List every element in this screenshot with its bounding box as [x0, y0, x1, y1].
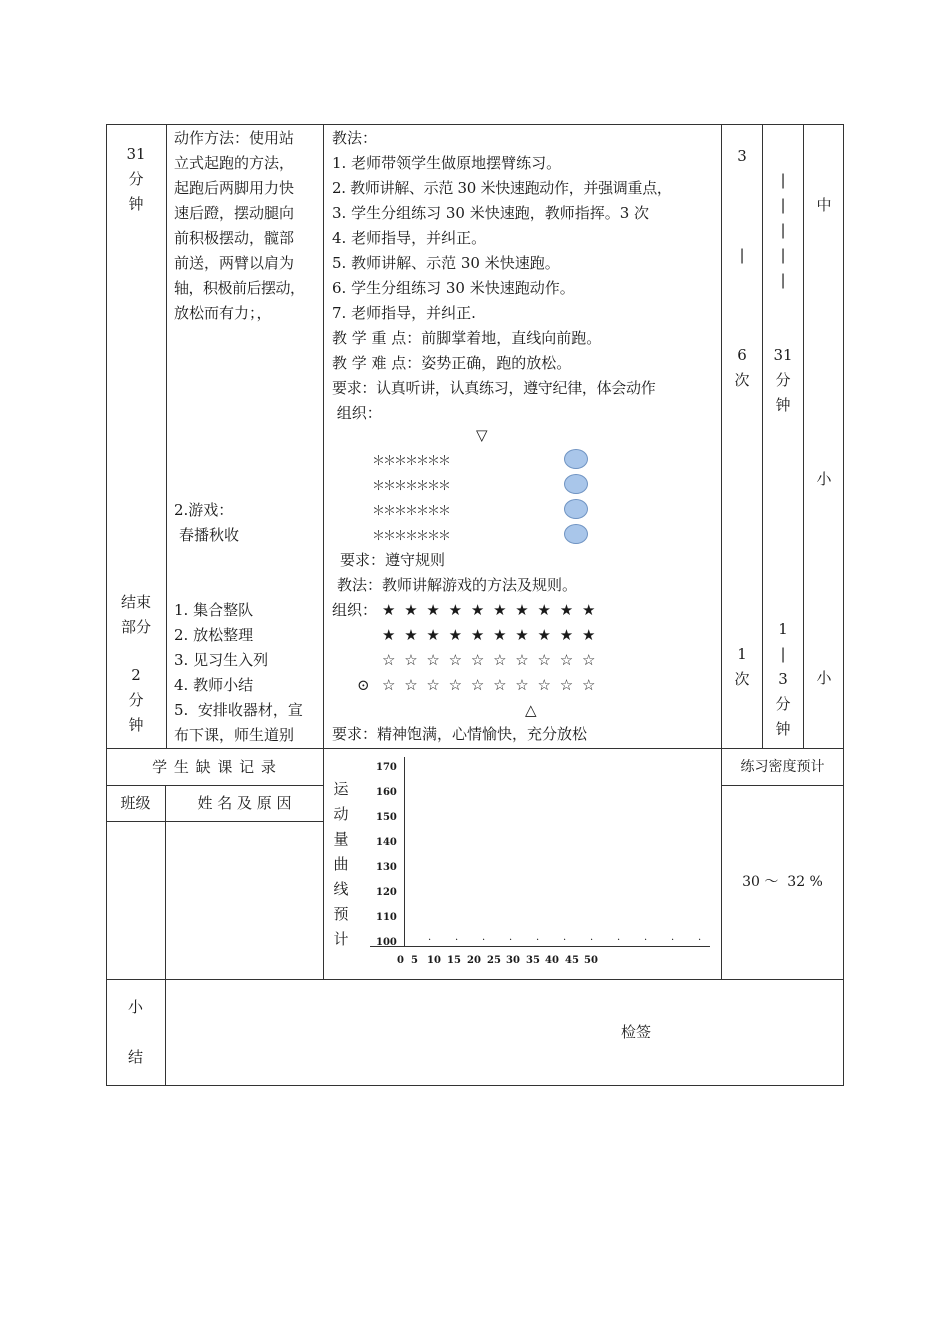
- teacher-mark: ▽: [476, 426, 488, 444]
- end-intensity: 小: [816, 669, 832, 687]
- bar-glyph: |: [780, 221, 786, 239]
- table-row-divider: [106, 748, 844, 749]
- y-tick-label: 110: [376, 912, 397, 923]
- content-line: 轴，积极前后摆动，: [174, 279, 305, 297]
- method-line: 组织：: [332, 404, 382, 422]
- x-tick-label: 50: [584, 955, 598, 966]
- x-tick-label: 20: [467, 955, 481, 966]
- time-unit-2: 钟: [128, 195, 144, 213]
- count-number: 6: [737, 346, 747, 364]
- x-tick-label: 45: [565, 955, 579, 966]
- col-divider-1: [166, 124, 167, 748]
- end-item: 3. 见习生入列: [174, 651, 269, 669]
- end-label-line: 部分: [120, 618, 151, 636]
- end-item: 1. 集合整队: [174, 601, 254, 619]
- y-tick-label: 120: [376, 887, 397, 898]
- data-point: .: [698, 932, 702, 943]
- end-part-time: [106, 663, 166, 738]
- end-items: [174, 598, 320, 748]
- end-time-unit: 分: [128, 691, 144, 709]
- duration-value: 31: [773, 346, 793, 364]
- content-line: 前送，两臂以肩为: [174, 254, 295, 272]
- density-title: 练习密度预计: [740, 759, 825, 775]
- x-tick-label: 35: [526, 955, 540, 966]
- curve-label-char: 动: [333, 805, 349, 823]
- curve-label-char: 曲: [333, 855, 349, 873]
- bar-glyph: |: [780, 196, 786, 214]
- student-row: ＊＊＊＊＊＊＊: [372, 454, 450, 469]
- summary-divider: [106, 979, 844, 980]
- method-column: [332, 126, 720, 426]
- data-point: .: [509, 932, 513, 943]
- filled-star-row: ★ ★ ★ ★ ★ ★ ★ ★ ★ ★: [382, 601, 598, 619]
- content-line: 立式起跑的方法，: [174, 154, 295, 172]
- method-line: 6. 学生分组练习 30 米快速跑动作。: [332, 279, 575, 297]
- student-row: ＊＊＊＊＊＊＊: [372, 504, 450, 519]
- y-tick-label: 170: [376, 762, 397, 773]
- duration-unit: 钟: [775, 396, 791, 414]
- bar-glyph: |: [780, 171, 786, 189]
- exercise-chart: [360, 752, 720, 977]
- x-tick-label: 0: [397, 955, 404, 966]
- data-point: .: [590, 932, 594, 943]
- curve-label-char: 线: [333, 880, 349, 898]
- duration-bars: [763, 168, 803, 293]
- count-unit: 次: [734, 371, 750, 389]
- method-line: 要求：认真听讲，认真练习，遵守纪律，体会动作: [332, 379, 656, 397]
- bar-glyph: |: [780, 246, 786, 264]
- game-title: 2.游戏：: [174, 501, 234, 519]
- intensity-low: 小: [816, 470, 832, 488]
- end-item: 5. 安排收器材，宣: [174, 701, 303, 719]
- y-tick-label: 160: [376, 787, 397, 798]
- absence-col-divider: [106, 821, 324, 822]
- method-line: 教 学 难 点：姿势正确，跑的放松。: [332, 354, 572, 372]
- curve-label-char: 计: [333, 930, 349, 948]
- content-line: 起跑后两脚用力快: [174, 179, 295, 197]
- ball-marker: [564, 474, 588, 494]
- x-tick-label: 40: [545, 955, 559, 966]
- end-label-line: 结束: [120, 593, 151, 611]
- content-line: 放松而有力；，: [174, 304, 272, 322]
- end-time-value: 2: [131, 666, 141, 684]
- duration-column: [763, 343, 803, 418]
- x-tick-label: 25: [487, 955, 501, 966]
- end-item: 布下课，师生道别: [174, 726, 295, 744]
- content-line: 速后蹬，摆动腿向: [174, 204, 295, 222]
- curve-label-char: 量: [333, 830, 349, 848]
- absence-title: 学 生 缺 课 记 录: [152, 758, 277, 776]
- method-line: 5. 教师讲解、示范 30 米快速跑。: [332, 254, 560, 272]
- data-point: .: [563, 932, 567, 943]
- method-line: 3. 学生分组练习 30 米快速跑，教师指挥。3 次: [332, 204, 650, 222]
- x-tick-label: 30: [506, 955, 520, 966]
- y-tick-label: 150: [376, 812, 397, 823]
- curve-label-char: 运: [333, 780, 349, 798]
- table-top-border: [106, 124, 844, 125]
- ball-marker: [564, 524, 588, 544]
- count-value: 3: [737, 147, 747, 165]
- y-tick-label: 130: [376, 862, 397, 873]
- content-column: [174, 126, 320, 326]
- absence-header-divider: [106, 785, 324, 786]
- end-item: 2. 放松整理: [174, 626, 254, 644]
- x-tick-label: 5: [411, 955, 418, 966]
- summary-label-1: 小: [127, 998, 143, 1016]
- end-duration: [763, 617, 803, 742]
- y-tick-label: 140: [376, 837, 397, 848]
- data-point: .: [617, 932, 621, 943]
- duration-unit: 分: [775, 371, 791, 389]
- ball-marker: [564, 499, 588, 519]
- y-tick-label: 100: [376, 937, 397, 948]
- organization-label: 组织：: [332, 601, 378, 619]
- end-duration-line: 3: [778, 670, 788, 688]
- end-duration-line: 1: [778, 620, 788, 638]
- curve-label-char: 预: [333, 905, 349, 923]
- triangle-mark: △: [525, 701, 537, 719]
- student-row: ＊＊＊＊＊＊＊: [372, 479, 450, 494]
- x-tick-label: 15: [447, 955, 461, 966]
- game-method: 教法：教师讲解游戏的方法及规则。: [337, 576, 578, 594]
- curve-label: [324, 777, 358, 952]
- data-point: .: [671, 932, 675, 943]
- end-part-label: [106, 590, 166, 640]
- data-point: .: [536, 932, 540, 943]
- end-count-value: 1: [737, 645, 747, 663]
- summary-inner-divider: [165, 979, 166, 1085]
- method-line: 1. 老师带领学生做原地摆臂练习。: [332, 154, 562, 172]
- method-line: 2. 教师讲解、示范 30 米快速跑动作，并强调重点，: [332, 179, 672, 197]
- end-time-unit: 钟: [128, 716, 144, 734]
- filled-star-row: ★ ★ ★ ★ ★ ★ ★ ★ ★ ★: [382, 626, 598, 644]
- time-column: [106, 142, 166, 217]
- end-requirement: 要求：精神饱满，心情愉快，充分放松: [332, 725, 588, 743]
- intensity-medium: 中: [816, 196, 832, 214]
- table-bottom-border: [106, 1085, 844, 1086]
- count-separator: |: [739, 246, 745, 264]
- method-line: 4. 老师指导，并纠正。: [332, 229, 487, 247]
- signature-label: 检签: [621, 1023, 652, 1041]
- end-item: 4. 教师小结: [174, 676, 254, 694]
- method-line: 7. 老师指导，并纠正.: [332, 304, 476, 322]
- data-point: .: [644, 932, 648, 943]
- method-line: 教 学 重 点：前脚掌着地，直线向前跑。: [332, 329, 602, 347]
- summary-label-2: 结: [127, 1048, 143, 1066]
- time-unit-1: 分: [128, 170, 144, 188]
- absence-class-header: 班级: [120, 794, 151, 812]
- time-value: 31: [126, 145, 146, 163]
- end-count-unit: 次: [734, 670, 750, 688]
- ball-marker: [564, 449, 588, 469]
- empty-star-row: ☆ ☆ ☆ ☆ ☆ ☆ ☆ ☆ ☆ ☆: [382, 651, 598, 669]
- bar-glyph: |: [780, 271, 786, 289]
- chart-x-axis: [370, 946, 710, 947]
- density-value: 30 ～ 32 %: [742, 874, 823, 890]
- game-requirement: 要求：遵守规则: [340, 551, 446, 569]
- teacher-symbol: ⊙: [357, 676, 370, 694]
- absence-names-header: 姓 名 及 原 因: [197, 794, 292, 812]
- method-line: 教法：: [332, 129, 378, 147]
- chart-y-axis: [404, 757, 405, 947]
- end-count: [722, 642, 762, 692]
- data-point: .: [482, 932, 486, 943]
- x-tick-label: 10: [427, 955, 441, 966]
- empty-star-row: ☆ ☆ ☆ ☆ ☆ ☆ ☆ ☆ ☆ ☆: [382, 676, 598, 694]
- content-line: 前积极摆动，髋部: [174, 229, 295, 247]
- end-duration-line: |: [780, 645, 786, 663]
- student-row: ＊＊＊＊＊＊＊: [372, 529, 450, 544]
- end-duration-line: 分: [775, 695, 791, 713]
- data-point: .: [428, 932, 432, 943]
- density-header-divider: [721, 785, 844, 786]
- data-point: .: [455, 932, 459, 943]
- content-line: 动作方法：使用站: [174, 129, 295, 147]
- end-duration-line: 钟: [775, 720, 791, 738]
- game-name: 春播秋收: [179, 526, 240, 544]
- table-right-border: [843, 124, 844, 1086]
